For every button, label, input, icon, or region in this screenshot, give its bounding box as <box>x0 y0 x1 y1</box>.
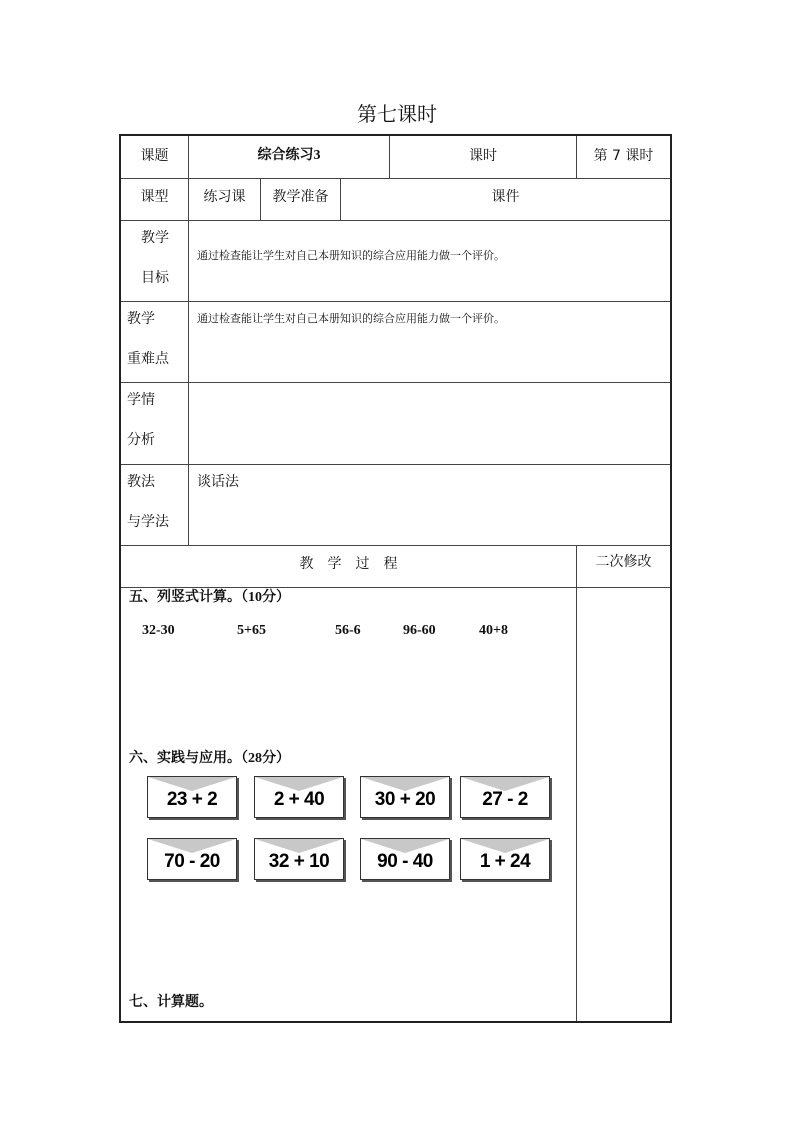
key-label-line2: 重难点 <box>127 351 169 367</box>
page-title: 第七课时 <box>357 102 437 126</box>
envelope-expression: 32 + 10 <box>268 851 330 872</box>
envelope-card <box>460 776 550 818</box>
period-label: 课时 <box>469 148 497 164</box>
envelope-expression: 70 - 20 <box>164 851 220 872</box>
analysis-label-line1: 学情 <box>127 392 155 408</box>
section5-item: 32-30 <box>142 623 175 638</box>
process-header: 教 学 过 程 <box>299 556 398 572</box>
section5-item: 56-6 <box>335 623 361 638</box>
period-value: 第 7 课时 <box>593 148 654 164</box>
section5-title: 五、列竖式计算。（10分） <box>129 590 290 605</box>
row-divider <box>121 382 670 383</box>
section7-title: 七、计算题。 <box>129 995 213 1010</box>
goal-label-line1: 教学 <box>141 230 169 246</box>
envelope-card <box>147 838 237 880</box>
method-label-line2: 与学法 <box>127 514 169 530</box>
row-divider <box>121 220 670 221</box>
envelope-card <box>147 776 237 818</box>
envelope-expression: 2 + 40 <box>273 789 325 810</box>
section6-title: 六、实践与应用。（28分） <box>129 751 290 766</box>
method-text: 谈话法 <box>197 474 239 490</box>
envelope-expression: 1 + 24 <box>479 851 531 872</box>
prep-label: 教学准备 <box>272 189 329 205</box>
analysis-label-line2: 分析 <box>127 432 155 448</box>
row-divider <box>121 178 670 179</box>
topic-label: 课题 <box>140 148 169 164</box>
envelope-expression: 30 + 20 <box>374 789 436 810</box>
goal-text: 通过检查能让学生对自己本册知识的综合应用能力做一个评价。 <box>197 249 505 262</box>
envelope-card <box>254 838 344 880</box>
key-text: 通过检查能让学生对自己本册知识的综合应用能力做一个评价。 <box>197 312 505 325</box>
column-divider <box>576 545 577 1021</box>
section5-item: 96-60 <box>403 623 436 638</box>
row-divider <box>121 464 670 465</box>
section5-item: 40+8 <box>479 623 508 638</box>
envelope-expression: 23 + 2 <box>166 789 218 810</box>
envelope-expression: 27 - 2 <box>482 789 528 810</box>
revise-header: 二次修改 <box>595 554 652 570</box>
lesson-plan-table <box>119 134 672 1023</box>
envelope-card <box>360 776 450 818</box>
topic-value: 综合练习3 <box>257 148 321 163</box>
row-divider <box>121 545 670 546</box>
envelope-card <box>254 776 344 818</box>
type-value: 练习课 <box>203 189 246 205</box>
envelope-card <box>360 838 450 880</box>
key-label-line1: 教学 <box>127 311 155 327</box>
section5-item: 5+65 <box>237 623 266 638</box>
goal-label-line2: 目标 <box>141 270 169 286</box>
envelope-expression: 90 - 40 <box>377 851 433 872</box>
row-divider <box>121 301 670 302</box>
prep-value: 课件 <box>491 189 520 205</box>
type-label: 课型 <box>140 189 169 205</box>
method-label-line1: 教法 <box>127 474 155 490</box>
envelope-card <box>460 838 550 880</box>
